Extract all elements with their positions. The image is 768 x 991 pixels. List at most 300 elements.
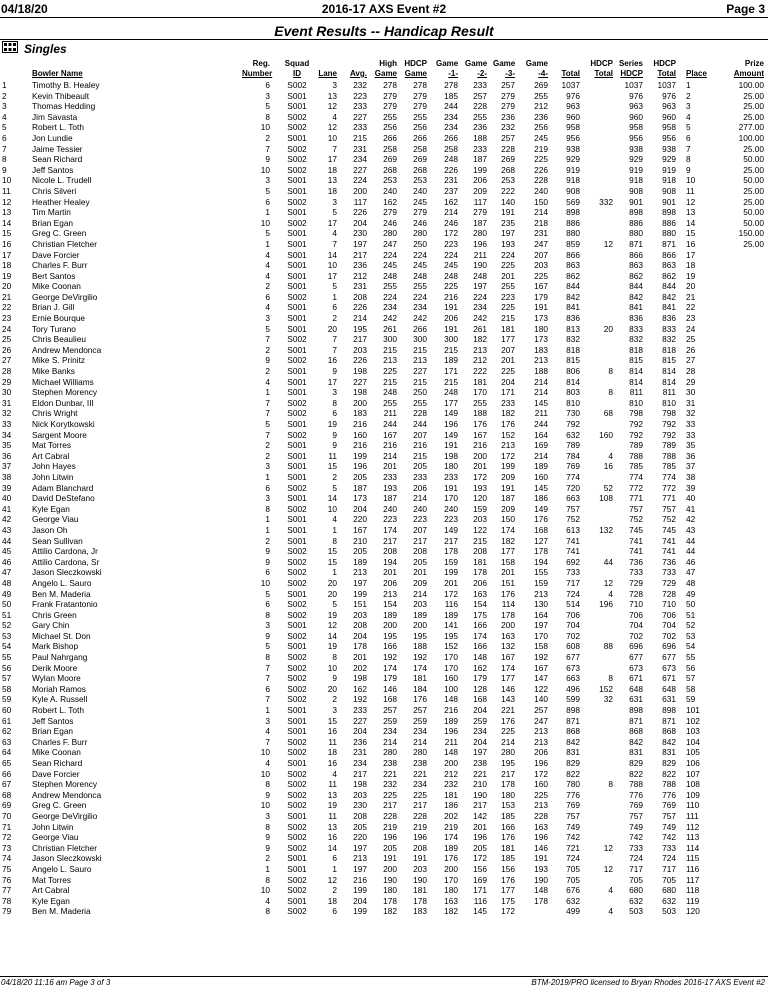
total: 663 (566, 493, 580, 504)
lane: 11 (328, 736, 337, 747)
bowler-name: Chris Beaulieu (32, 334, 86, 345)
row-pos: 38 (2, 471, 12, 482)
hdcp-series-total: 769 (662, 800, 676, 811)
game-1: 195 (444, 630, 458, 641)
squad-id: S001 (287, 810, 307, 821)
bowler-name: Mat Torres (32, 440, 72, 451)
average: 197 (353, 842, 367, 853)
game-4: 159 (534, 577, 548, 588)
bowler-name: Ben M. Maderia (32, 906, 91, 917)
col-id: ID (293, 69, 301, 78)
squad-id: S002 (287, 768, 307, 779)
reg-number: 2 (265, 450, 270, 461)
game-3: 182 (501, 408, 515, 419)
reg-number: 7 (265, 662, 270, 673)
lane: 6 (332, 906, 337, 917)
game-1: 149 (444, 408, 458, 419)
game-1: 258 (444, 143, 458, 154)
high-game: 217 (383, 535, 397, 546)
col-series: Series (618, 59, 643, 68)
hdcp-series-total: 745 (662, 524, 676, 535)
total: 724 (566, 853, 580, 864)
bowler-name: Frank Fratantonio (32, 599, 98, 610)
game-2: 196 (473, 238, 487, 249)
total: 692 (566, 556, 580, 567)
high-game: 167 (383, 429, 397, 440)
game-1: 185 (444, 90, 458, 101)
hdcp-game: 215 (413, 376, 427, 387)
row-pos: 9 (2, 164, 7, 175)
game-1: 237 (444, 185, 458, 196)
game-2: 128 (473, 683, 487, 694)
column-headers (0, 58, 768, 80)
high-game: 253 (383, 175, 397, 186)
hdcp-series-total: 729 (662, 577, 676, 588)
reg-number: 1 (265, 387, 270, 398)
average: 234 (353, 154, 367, 165)
high-game: 234 (383, 726, 397, 737)
game-4: 164 (534, 609, 548, 620)
bowler-name: Sean Sullivan (32, 535, 83, 546)
reg-number: 10 (260, 768, 270, 779)
lane: 7 (332, 344, 337, 355)
total: 702 (566, 630, 580, 641)
lane: 5 (332, 207, 337, 218)
bowler-name: Kyle A. Russell (32, 694, 88, 705)
game-1: 219 (444, 821, 458, 832)
game-1: 182 (444, 906, 458, 917)
total: 831 (566, 747, 580, 758)
game-2: 236 (473, 122, 487, 133)
reg-number: 3 (265, 493, 270, 504)
average: 202 (353, 662, 367, 673)
game-4: 228 (534, 175, 548, 186)
lane: 20 (327, 323, 337, 334)
hdcp-game: 176 (413, 694, 427, 705)
bowler-name: Sean Richard (32, 154, 83, 165)
total: 706 (566, 609, 580, 620)
average: 167 (353, 524, 367, 535)
place: 108 (686, 779, 700, 790)
high-game: 180 (383, 885, 397, 896)
total: 789 (566, 440, 580, 451)
average: 236 (353, 260, 367, 271)
game-2: 174 (473, 630, 487, 641)
total: 806 (566, 366, 580, 377)
reg-number: 2 (265, 366, 270, 377)
total: 780 (566, 779, 580, 790)
high-game: 223 (383, 514, 397, 525)
average: 233 (353, 122, 367, 133)
place: 22 (686, 302, 696, 313)
row-pos: 78 (2, 895, 12, 906)
squad-id: S001 (287, 715, 307, 726)
hdcp-game: 205 (413, 556, 427, 567)
total: 908 (566, 185, 580, 196)
squad-id: S002 (287, 546, 307, 557)
row-pos: 79 (2, 906, 12, 917)
hdcp-series-total: 841 (662, 302, 676, 313)
squad-id: S001 (287, 302, 307, 313)
hdcp-series-total: 749 (662, 821, 676, 832)
squad-id: S001 (287, 863, 307, 874)
hdcp-series-total: 815 (662, 355, 676, 366)
high-game: 300 (383, 334, 397, 345)
game-4: 140 (534, 694, 548, 705)
hdcp-game: 238 (413, 758, 427, 768)
reg-number: 3 (265, 90, 270, 101)
place: 55 (686, 652, 696, 663)
game-3: 279 (501, 101, 515, 112)
reg-number: 9 (265, 154, 270, 165)
squad-id: S001 (287, 366, 307, 377)
squad-id: S002 (287, 662, 307, 673)
total: 859 (566, 238, 580, 249)
table-row (0, 896, 768, 907)
squad-id: S001 (287, 588, 307, 599)
place: 19 (686, 270, 696, 281)
table-row (0, 705, 768, 716)
game-1: 180 (444, 885, 458, 896)
game-4: 160 (534, 471, 548, 482)
reg-number: 9 (265, 556, 270, 567)
reg-number: 8 (265, 779, 270, 790)
hdcp-series-total: 774 (662, 471, 676, 482)
game-1: 172 (444, 588, 458, 599)
bowler-name: Heather Healey (32, 196, 90, 207)
reg-number: 3 (265, 620, 270, 631)
place: 21 (686, 291, 696, 302)
game-1: 233 (444, 471, 458, 482)
high-game: 193 (383, 482, 397, 493)
series-hdcp: 733 (629, 842, 643, 853)
row-pos: 45 (2, 546, 12, 557)
series-hdcp: 976 (629, 90, 643, 101)
squad-id: S001 (287, 387, 307, 398)
reg-number: 5 (265, 641, 270, 652)
series-hdcp: 811 (629, 387, 643, 398)
average: 199 (353, 450, 367, 461)
squad-id: S002 (287, 630, 307, 641)
average: 223 (353, 90, 367, 101)
game-4: 130 (534, 599, 548, 610)
game-4: 218 (534, 217, 548, 228)
row-pos: 33 (2, 419, 12, 429)
hdcp-game: 178 (413, 895, 427, 906)
table-row (0, 271, 768, 282)
series-hdcp: 733 (629, 567, 643, 578)
lane: 18 (327, 164, 337, 175)
lane: 10 (327, 503, 337, 514)
prize-amount: 277.00 (738, 122, 764, 133)
game-1: 248 (444, 154, 458, 165)
place: 7 (686, 143, 691, 154)
high-game: 146 (383, 683, 397, 694)
hdcp-game: 234 (413, 726, 427, 737)
game-4: 240 (534, 185, 548, 196)
bowler-name: Eldon Dunbar, III (32, 397, 94, 408)
hdcp-game: 224 (413, 291, 427, 302)
game-4: 196 (534, 758, 548, 768)
reg-number: 10 (260, 800, 270, 811)
game-1: 240 (444, 503, 458, 514)
high-game: 205 (383, 842, 397, 853)
game-3: 193 (501, 238, 515, 249)
prize-amount: 50.00 (743, 175, 764, 186)
reg-number: 9 (265, 842, 270, 853)
hdcp-game: 188 (413, 641, 427, 652)
table-row (0, 260, 768, 271)
squad-id: S001 (287, 620, 307, 631)
col-avg: Avg. (349, 69, 367, 78)
squad-id: S002 (287, 122, 307, 133)
reg-number: 8 (265, 652, 270, 663)
lane: 1 (332, 567, 337, 578)
col-number: Number (242, 69, 273, 78)
squad-id: S001 (287, 281, 307, 292)
game-3: 185 (501, 810, 515, 821)
series-hdcp: 844 (629, 281, 643, 292)
total: 676 (566, 885, 580, 896)
series-hdcp: 648 (629, 683, 643, 694)
series-hdcp: 871 (629, 238, 643, 249)
game-3: 201 (501, 567, 515, 578)
high-game: 206 (383, 577, 397, 588)
row-pos: 42 (2, 514, 12, 525)
hdcp-game: 279 (413, 90, 427, 101)
hdcp-game: 191 (413, 853, 427, 864)
series-hdcp: 745 (629, 524, 643, 535)
bowler-name: Bert Santos (32, 270, 76, 281)
bowler-name: Jason Sleczkowski (32, 853, 102, 864)
game-1: 234 (444, 111, 458, 122)
hdcp-game: 214 (413, 588, 427, 599)
col-g4-num: -4- (538, 69, 548, 78)
squad-id: S002 (287, 736, 307, 747)
game-4: 167 (534, 662, 548, 673)
series-hdcp: 833 (629, 323, 643, 334)
lane: 1 (332, 863, 337, 874)
table-row (0, 419, 768, 430)
table-row (0, 663, 768, 674)
game-3: 172 (501, 906, 515, 917)
bowler-name: Tim Martin (32, 207, 71, 218)
squad-id: S001 (287, 758, 307, 768)
total: 844 (566, 281, 580, 292)
table-row (0, 557, 768, 568)
lane: 2 (332, 313, 337, 324)
game-2: 215 (473, 535, 487, 546)
series-hdcp: 956 (629, 132, 643, 143)
reg-number: 4 (265, 260, 270, 271)
squad-id: S002 (287, 567, 307, 578)
game-4: 225 (534, 154, 548, 165)
game-3: 191 (501, 207, 515, 218)
bowler-name: Charles F. Burr (32, 736, 88, 747)
total: 741 (566, 535, 580, 546)
hdcp-total: 8 (608, 673, 613, 684)
game-4: 219 (534, 143, 548, 154)
game-3: 232 (501, 122, 515, 133)
place: 2 (686, 90, 691, 101)
table-row (0, 345, 768, 356)
bowler-name: Mike S. Prinitz (32, 355, 86, 366)
hdcp-game: 217 (413, 535, 427, 546)
game-3: 176 (501, 832, 515, 843)
game-4: 247 (534, 715, 548, 726)
game-2: 175 (473, 609, 487, 620)
series-hdcp: 788 (629, 779, 643, 790)
hdcp-series-total: 717 (662, 863, 676, 874)
bowler-name: George Viau (32, 514, 79, 525)
hdcp-series-total: 789 (662, 440, 676, 451)
prize-amount: 25.00 (743, 164, 764, 175)
game-1: 198 (444, 450, 458, 461)
game-4: 145 (534, 482, 548, 493)
average: 220 (353, 832, 367, 843)
prize-amount: 50.00 (743, 217, 764, 228)
series-hdcp: 918 (629, 175, 643, 186)
place: 103 (686, 726, 700, 737)
reg-number: 6 (265, 567, 270, 578)
series-hdcp: 771 (629, 493, 643, 504)
lane: 15 (327, 546, 337, 557)
game-1: 181 (444, 789, 458, 800)
hdcp-game: 280 (413, 747, 427, 758)
high-game: 232 (383, 779, 397, 790)
game-1: 201 (444, 577, 458, 588)
row-pos: 10 (2, 175, 12, 186)
high-game: 196 (383, 832, 397, 843)
game-2: 216 (473, 440, 487, 451)
row-pos: 49 (2, 588, 12, 599)
series-hdcp: 792 (629, 429, 643, 440)
place: 110 (686, 800, 700, 811)
game-1: 171 (444, 366, 458, 377)
hdcp-game: 266 (413, 132, 427, 143)
row-pos: 8 (2, 154, 7, 165)
game-1: 189 (444, 355, 458, 366)
high-game: 280 (383, 228, 397, 239)
row-pos: 67 (2, 779, 12, 790)
table-row (0, 875, 768, 886)
lane: 9 (332, 673, 337, 684)
reg-number: 4 (265, 726, 270, 737)
lane: 3 (332, 387, 337, 398)
reg-number: 9 (265, 789, 270, 800)
lane: 6 (332, 853, 337, 864)
squad-id: S001 (287, 260, 307, 271)
game-4: 255 (534, 90, 548, 101)
game-1: 172 (444, 228, 458, 239)
game-2: 168 (473, 694, 487, 705)
average: 236 (353, 736, 367, 747)
squad-id: S002 (287, 503, 307, 514)
total: 632 (566, 429, 580, 440)
row-pos: 44 (2, 535, 12, 546)
high-game: 162 (383, 196, 397, 207)
game-4: 191 (534, 302, 548, 313)
game-4: 196 (534, 832, 548, 843)
squad-id: S001 (287, 323, 307, 334)
reg-number: 10 (260, 217, 270, 228)
lane: 13 (327, 175, 337, 186)
page-title: Event Results -- Handicap Result (274, 23, 494, 39)
row-pos: 28 (2, 366, 12, 377)
total: 841 (566, 302, 580, 313)
game-4: 194 (534, 556, 548, 567)
bowler-name: Greg C. Green (32, 800, 87, 811)
game-3: 177 (501, 334, 515, 345)
row-pos: 55 (2, 652, 12, 663)
game-3: 143 (501, 694, 515, 705)
game-1: 211 (444, 736, 458, 747)
total: 792 (566, 419, 580, 429)
table-row (0, 525, 768, 536)
row-pos: 62 (2, 726, 12, 737)
squad-id: S001 (287, 726, 307, 737)
game-1: 231 (444, 175, 458, 186)
game-1: 160 (444, 673, 458, 684)
reg-number: 6 (265, 291, 270, 302)
row-pos: 74 (2, 853, 12, 864)
hdcp-total: 20 (603, 323, 613, 334)
game-1: 202 (444, 810, 458, 821)
hdcp-game: 240 (413, 185, 427, 196)
average: 213 (353, 567, 367, 578)
place: 3 (686, 101, 691, 112)
squad-id: S002 (287, 821, 307, 832)
row-pos: 65 (2, 758, 12, 768)
game-1: 189 (444, 715, 458, 726)
col-g1: Game (436, 59, 459, 68)
game-2: 178 (473, 567, 487, 578)
hdcp-game: 258 (413, 143, 427, 154)
game-3: 177 (501, 673, 515, 684)
average: 230 (353, 228, 367, 239)
squad-id: S002 (287, 154, 307, 165)
footer-left: 04/18/20 11:16 am Page 3 of 3 (1, 978, 111, 987)
squad-id: S002 (287, 408, 307, 419)
reg-number: 4 (265, 376, 270, 387)
hdcp-game: 183 (413, 906, 427, 917)
series-hdcp: 757 (629, 503, 643, 514)
series-hdcp: 862 (629, 270, 643, 281)
game-4: 213 (534, 800, 548, 811)
game-2: 166 (473, 620, 487, 631)
total: 898 (566, 207, 580, 218)
bowler-name: Brian J. Gill (32, 302, 75, 313)
game-1: 223 (444, 238, 458, 249)
game-1: 248 (444, 270, 458, 281)
lane: 17 (327, 217, 337, 228)
game-1: 278 (444, 80, 458, 90)
game-4: 236 (534, 111, 548, 122)
game-2: 238 (473, 758, 487, 768)
high-game: 179 (383, 673, 397, 684)
hdcp-game: 205 (413, 461, 427, 472)
game-4: 214 (534, 376, 548, 387)
total: 810 (566, 397, 580, 408)
hdcp-series-total: 503 (662, 906, 676, 917)
bowler-name: Robert L. Toth (32, 705, 84, 716)
lane: 14 (327, 249, 337, 260)
game-3: 235 (501, 217, 515, 228)
game-3: 156 (501, 863, 515, 874)
squad-id: S001 (287, 641, 307, 652)
bowler-name: Derik Moore (32, 662, 78, 673)
average: 204 (353, 630, 367, 641)
